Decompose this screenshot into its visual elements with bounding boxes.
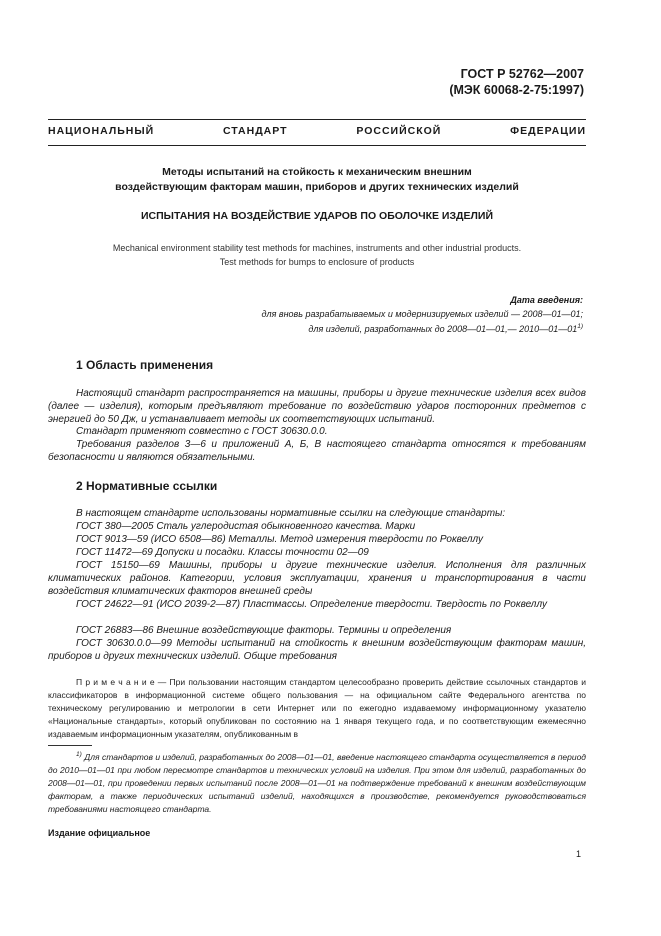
intro-date-label: Дата введения:: [510, 295, 583, 305]
ru-title-line1: Методы испытаний на стойкость к механическим внешним: [162, 166, 472, 178]
section2-heading: 2 Нормативные ссылки: [76, 479, 218, 493]
en-title-line2: Test methods for bumps to enclosure of products: [219, 257, 415, 267]
gost-code: ГОСТ Р 52762—2007: [460, 67, 584, 81]
section1-heading: 1 Область применения: [76, 358, 214, 372]
reference-item: ГОСТ 15150—69 Машины, приборы и другие технические изделия. Исполнения для различных климатических районов. Категории, условия эксплуатации, хранения и транспортирования в части воздействия климатических факторов внешней среды: [48, 560, 586, 597]
section1-paragraph2: Стандарт применяют совместно с ГОСТ 30630.0.0.: [76, 426, 328, 437]
official-edition-label: Издание официальное: [48, 828, 151, 838]
section1-paragraph3: Требования разделов 3—6 и приложений А, Б, В настоящего стандарта относятся к требованиям безопасности и являются обязательными.: [48, 439, 586, 463]
ru-title-line2: воздействующим факторам машин, приборов и других технических изделий: [115, 181, 519, 193]
reference-item: ГОСТ 9013—59 (ИСО 6508—86) Металлы. Метод измерения твердости по Роквеллу: [76, 534, 484, 545]
note-label: П р и м е ч а н и е: [76, 677, 155, 687]
iec-code: (МЭК 60068-2-75:1997): [449, 83, 584, 97]
reference-item: ГОСТ 24622—91 (ИСО 2039-2—87) Пластмассы. Определение твердости. Твердость по Роквеллу: [76, 599, 547, 610]
reference-item: ГОСТ 26883—86 Внешние воздействующие факторы. Термины и определения: [76, 625, 452, 636]
footnote-number: 1): [76, 751, 82, 758]
en-title-line1: Mechanical environment stability test methods for machines, instruments and other industrial products.: [112, 243, 522, 253]
ru-subtitle: ИСПЫТАНИЯ НА ВОЗДЕЙСТВИЕ УДАРОВ ПО ОБОЛОЧКЕ ИЗДЕЛИЙ: [140, 210, 493, 222]
section2-intro: В настоящем стандарте использованы нормативные ссылки на следующие стандарты:: [76, 508, 506, 519]
bottom-rule: [48, 145, 586, 146]
footnote-mark: 1): [577, 323, 583, 330]
footnote-rule: [48, 745, 92, 746]
reference-item: ГОСТ 30630.0.0—99 Методы испытаний на стойкость к внешним воздействующим факторам машин, приборов и других технических изделий. Общие требования: [48, 638, 586, 662]
footnote: $^{1)}$ Для стандартов и изделий, разработанных до 2008—01—01, введение настоящего стандарта осуществляется в период до 2010—01—01 при любом пересмотре стандартов и технических условий на изделия. При этом для изделий, разработанных до 2008—01—01, при проведении первых испытаний после 2008—01—01 на подтверждение требований к внешним воздействующим факторам, а также периодических испытаний изделий, находящихся в производстве, рекомендуется руководствоваться требованиями настоящего стандарта.: [48, 751, 586, 814]
reference-item: ГОСТ 11472—69 Допуски и посадки. Классы точности 02—09: [76, 547, 369, 558]
top-rule: [48, 119, 586, 120]
intro-date-line2: для изделий, разработанных до 2008—01—01,— 2010—01—01$^{1)}$: [308, 323, 583, 334]
section1-paragraph1: Настоящий стандарт распространяется на машины, приборы и другие технические изделия всех видов (далее — изделия), которым предъявляют требование по воздействию ударов посторонних предметов с энергией до 50 Дж, и устанавливает методы их соответствующих испытаний.: [48, 388, 586, 425]
note: П р и м е ч а н и е — При пользовании настоящим стандартом целесообразно проверить действие ссылочных стандартов и классификаторов в информационной системе общего пользования — на официальном сайте Федерального агентства по техническому регулированию и метрологии в сети Интернет или по ежегодно издаваемому информационному указателю «Национальные стандарты», который опубликован по состоянию на 1 января текущего года, и по соответствующим ежемесячно издаваемым информационным указателям, опубликованным в: [48, 677, 586, 739]
national-standard-title: НАЦИОНАЛЬНЫЙ СТАНДАРТ РОССИЙСКОЙ ФЕДЕРАЦИИ: [48, 125, 586, 137]
page-number: 1: [576, 849, 582, 859]
intro-date-line1: для вновь разрабатываемых и модернизируемых изделий — 2008—01—01;: [261, 309, 583, 319]
reference-item: ГОСТ 380—2005 Сталь углеродистая обыкновенного качества. Марки: [76, 521, 416, 532]
